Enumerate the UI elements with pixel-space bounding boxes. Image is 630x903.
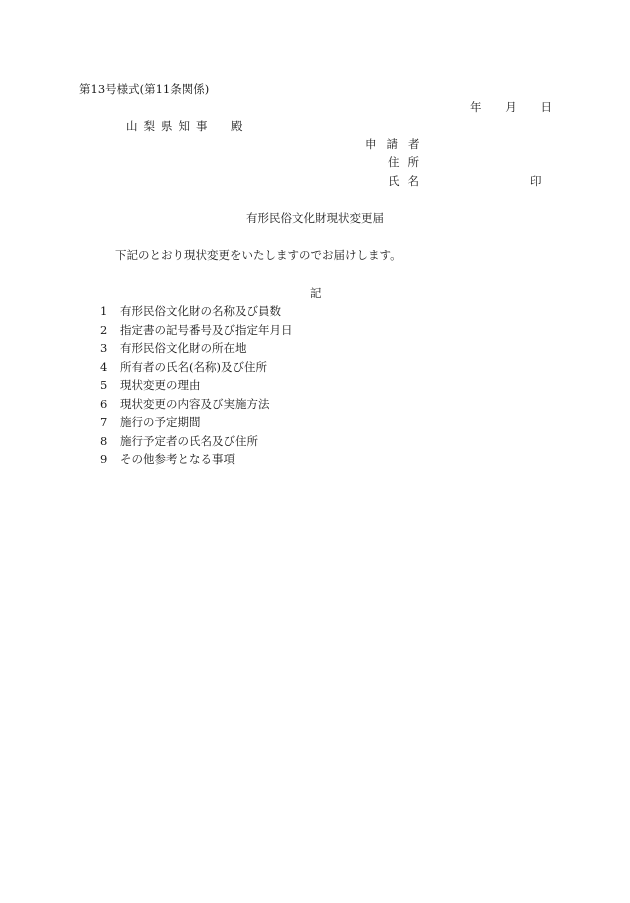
item-number: 8 (100, 433, 108, 448)
item-number: 3 (100, 341, 108, 355)
list-item (100, 360, 293, 379)
item-text: 指定書の記号番号及び指定年月日 (120, 322, 293, 337)
item-number: 4 (100, 359, 108, 374)
list-item (100, 304, 293, 323)
item-number: 9 (100, 452, 108, 466)
list-item (100, 452, 293, 471)
item-text: その他参考となる事項 (120, 452, 235, 466)
intro-text: 下記のとおり現状変更をいたしますのでお届けします。 (115, 248, 402, 262)
address-label: 住所 (388, 155, 427, 169)
item-number: 7 (100, 415, 108, 429)
list-item (100, 397, 293, 416)
item-number: 2 (100, 322, 108, 337)
list-item (100, 341, 293, 360)
date-month: 月 (505, 100, 517, 114)
addressee: 山梨県知事 殿 (126, 119, 249, 133)
name-label: 氏名 (388, 174, 427, 188)
list-item (100, 415, 293, 434)
seal-mark: 印 (530, 174, 542, 188)
item-text: 施行の予定期間 (120, 415, 201, 429)
item-text: 所有者の氏名(名称)及び住所 (120, 359, 267, 374)
item-text: 現状変更の理由 (120, 378, 201, 392)
applicant-label: 申請者 (365, 137, 430, 151)
date-day: 日 (540, 100, 552, 114)
date-line (470, 100, 552, 114)
list-item (100, 323, 293, 342)
ki-heading: 記 (310, 286, 322, 300)
form-number: 第13号様式(第11条関係) (79, 82, 210, 96)
item-text: 有形民俗文化財の名称及び員数 (120, 304, 281, 318)
list-item (100, 378, 293, 397)
item-text: 施行予定者の氏名及び住所 (120, 433, 258, 448)
item-number: 6 (100, 396, 108, 411)
items-list (100, 304, 293, 471)
date-year: 年 (470, 100, 482, 114)
document-title: 有形民俗文化財現状変更届 (246, 211, 384, 225)
item-text: 現状変更の内容及び実施方法 (120, 396, 270, 411)
item-text: 有形民俗文化財の所在地 (120, 341, 247, 355)
list-item (100, 434, 293, 453)
item-number: 1 (100, 304, 108, 318)
item-number: 5 (100, 378, 108, 392)
